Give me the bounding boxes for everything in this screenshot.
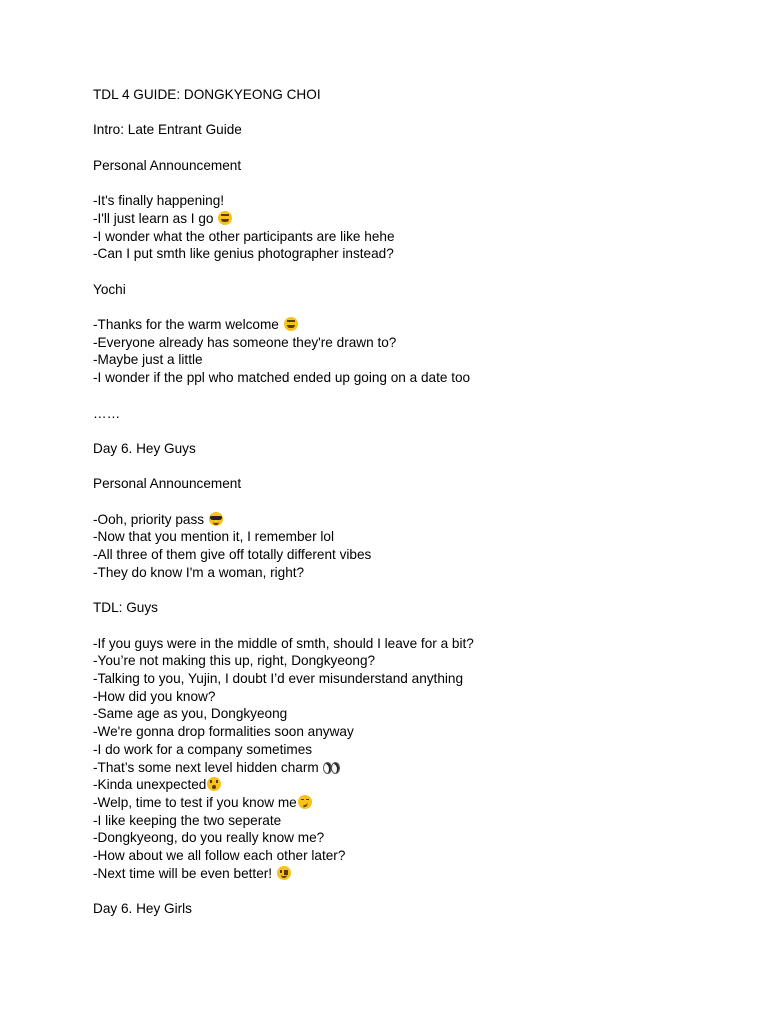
list-item: -I like keeping the two seperate	[93, 812, 282, 828]
list-item: -They do know I'm a woman, right?	[93, 564, 305, 580]
blank-line	[93, 882, 733, 900]
list-item: -If you guys were in the middle of smth, should I leave for a bit?	[93, 635, 474, 651]
blank-line	[93, 493, 733, 511]
list-item: -That’s some next level hidden charm	[93, 759, 733, 777]
list-item: -You’re not making this up, right, Dongkyeong?	[93, 653, 376, 669]
blank-line	[93, 298, 733, 316]
eyes-icon	[323, 760, 340, 774]
separator-ellipsis: ……	[93, 405, 121, 421]
grinning-squinting-face-icon	[284, 317, 298, 331]
day-heading: Day 6. Hey Girls	[93, 901, 192, 917]
list-item: -Thanks for the warm welcome	[93, 316, 733, 334]
list-item: -I wonder what the other participants are like hehe	[93, 228, 395, 244]
sunglasses-face-icon	[209, 512, 223, 526]
list-item: -It's finally happening!	[93, 193, 225, 209]
list-item: -All three of them give off totally different vibes	[93, 547, 372, 563]
blank-line	[93, 139, 733, 157]
document-title: TDL 4 GUIDE: DONGKYEONG CHOI	[93, 87, 321, 102]
blank-line	[93, 422, 733, 440]
list-item: -Kinda unexpected	[93, 776, 733, 794]
blank-line	[93, 582, 733, 600]
list-item: -Welp, time to test if you know me	[93, 794, 733, 812]
list-item: -Next time will be even better!	[93, 865, 733, 883]
blank-line	[93, 458, 733, 476]
grinning-squinting-face-icon	[218, 211, 232, 225]
blank-line	[93, 174, 733, 192]
list-item: -Maybe just a little	[93, 352, 203, 368]
blank-line	[93, 263, 733, 281]
list-item: -I do work for a company sometimes	[93, 741, 313, 757]
section-heading: Yochi	[93, 281, 126, 297]
day-heading: Day 6. Hey Guys	[93, 440, 196, 456]
list-item: -How did you know?	[93, 688, 216, 704]
list-item: -Everyone already has someone they're drawn to?	[93, 334, 397, 350]
list-item: -We're gonna drop formalities soon anyway	[93, 724, 354, 740]
list-item: -I'll just learn as I go	[93, 210, 733, 228]
section-heading: TDL: Guys	[93, 600, 158, 616]
intro-heading: Intro: Late Entrant Guide	[93, 122, 242, 138]
section-heading: Personal Announcement	[93, 157, 242, 173]
winking-face-icon	[277, 866, 291, 880]
list-item: -Can I put smth like genius photographer instead?	[93, 246, 394, 262]
list-item: -Same age as you, Dongkyeong	[93, 706, 288, 722]
list-item: -I wonder if the ppl who matched ended up going on a date too	[93, 370, 471, 386]
blank-line	[93, 617, 733, 635]
blank-line	[93, 104, 733, 122]
list-item: -Ooh, priority pass	[93, 511, 733, 529]
hushed-face-icon	[207, 777, 221, 791]
list-item: -Talking to you, Yujin, I doubt I’d ever misunderstand anything	[93, 671, 464, 687]
section-heading: Personal Announcement	[93, 476, 242, 492]
list-item: -Now that you mention it, I remember lol	[93, 529, 335, 545]
document-page	[93, 86, 733, 918]
list-item: -How about we all follow each other later?	[93, 848, 346, 864]
blank-line	[93, 387, 733, 405]
list-item: -Dongkyeong, do you really know me?	[93, 830, 325, 846]
smirking-face-icon	[298, 795, 312, 809]
